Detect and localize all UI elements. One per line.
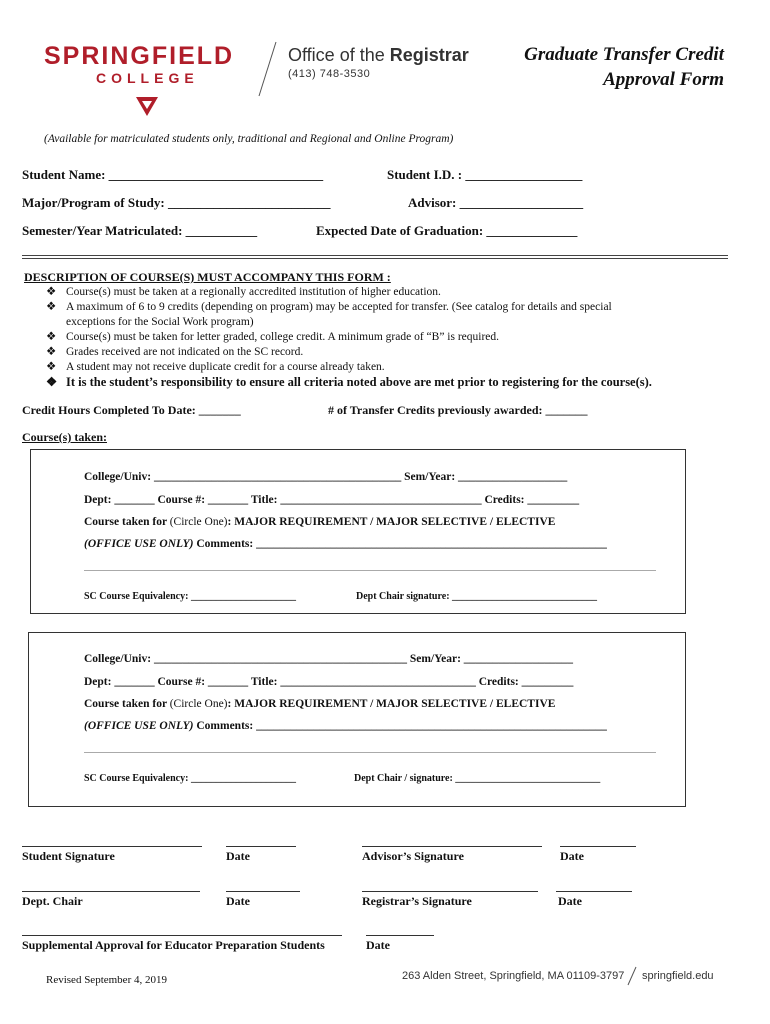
date-label: Date <box>226 894 250 908</box>
diamond-bullet-icon: ❖ <box>46 301 57 313</box>
student-signature-line[interactable] <box>22 846 202 847</box>
office-phone: (413) 748-3530 <box>288 68 371 80</box>
form-title-line1: Graduate Transfer Credit <box>524 44 724 65</box>
registrar-signature-line[interactable] <box>362 891 538 892</box>
college-address: 263 Alden Street, Springfield, MA 01109-3797 <box>402 970 625 982</box>
date-line[interactable] <box>560 846 636 847</box>
advisor-signature-label: Advisor’s Signature <box>362 849 464 863</box>
diamond-bullet-icon: ❖ <box>46 286 57 298</box>
divider-line <box>22 258 728 259</box>
divider-line <box>22 255 728 256</box>
college-website-link[interactable]: springfield.edu <box>642 970 714 982</box>
dept-course-title-field[interactable]: Dept: _______ Course #: _______ Title: ___________________________________ Credits: _________ <box>84 494 580 506</box>
date-label: Date <box>226 849 250 863</box>
list-item: ❖ Grades received are not indicated on the SC record. <box>46 346 304 358</box>
list-item: ❖ Course(s) must be taken at a regionally accredited institution of higher education. <box>46 286 441 298</box>
course-taken-for[interactable]: Course taken for (Circle One): MAJOR REQUIREMENT / MAJOR SELECTIVE / ELECTIVE <box>84 516 556 528</box>
diamond-bullet-icon: ❖ <box>46 346 57 358</box>
courses-taken-label: Course(s) taken: <box>22 430 107 444</box>
dept-course-title-field[interactable]: Dept: _______ Course #: _______ Title: __________________________________ Credits: _________ <box>84 676 574 688</box>
registrar-signature-label: Registrar’s Signature <box>362 894 472 908</box>
college-logo-subtitle: COLLEGE <box>96 70 199 86</box>
advisor-field[interactable]: Advisor: ___________________ <box>408 195 584 210</box>
graduation-date-field[interactable]: Expected Date of Graduation: ______________ <box>316 223 578 238</box>
college-univ-field[interactable]: College/Univ: ____________________________________________ Sem/Year: ___________________ <box>84 653 574 665</box>
date-line[interactable] <box>556 891 632 892</box>
office-comments-field[interactable]: (OFFICE USE ONLY) Comments: _____________________________________________________________ <box>84 720 607 732</box>
date-label: Date <box>366 938 390 952</box>
supplemental-approval-line[interactable] <box>22 935 342 936</box>
availability-note: (Available for matriculated students only, traditional and Regional and Online Program) <box>44 133 454 145</box>
diamond-bullet-icon: ❖ <box>46 375 58 389</box>
diamond-bullet-icon: ❖ <box>46 361 57 373</box>
dept-chair-label: Dept. Chair <box>22 894 83 908</box>
divider-slash <box>256 40 280 98</box>
major-field[interactable]: Major/Program of Study: _________________________ <box>22 195 331 210</box>
date-label: Date <box>560 849 584 863</box>
form-title-line2: Approval Form <box>603 69 724 90</box>
revised-date: Revised September 4, 2019 <box>46 974 167 986</box>
description-heading: DESCRIPTION OF COURSE(S) MUST ACCOMPANY THIS FORM : <box>24 270 391 284</box>
college-triangle-icon <box>135 95 159 117</box>
student-name-field[interactable]: Student Name: _________________________________ <box>22 167 324 182</box>
date-label: Date <box>558 894 582 908</box>
list-item: ❖ A maximum of 6 to 9 credits (depending on program) may be accepted for transfer. (See catalog for details and special <box>46 301 612 313</box>
sc-equivalency-field[interactable]: SC Course Equivalency: _____________________ <box>84 591 296 602</box>
office-name: Office of the Registrar <box>288 45 469 65</box>
date-line[interactable] <box>226 846 296 847</box>
dept-chair-line[interactable] <box>22 891 200 892</box>
office-comments-field[interactable]: (OFFICE USE ONLY) Comments: _____________________________________________________________ <box>84 538 607 550</box>
comments-line <box>84 752 656 753</box>
dept-chair-signature-field[interactable]: Dept Chair / signature: _____________________________ <box>354 773 601 784</box>
advisor-signature-line[interactable] <box>362 846 542 847</box>
form-title <box>524 42 724 92</box>
diamond-bullet-icon: ❖ <box>46 331 57 343</box>
list-item: ❖ Course(s) must be taken for letter graded, college credit. A minimum grade of “B” is required. <box>46 331 500 343</box>
college-univ-field[interactable]: College/Univ: ___________________________________________ Sem/Year: ___________________ <box>84 471 568 483</box>
date-line[interactable] <box>226 891 300 892</box>
transfer-credits-field[interactable]: # of Transfer Credits previously awarded: _______ <box>328 403 588 417</box>
student-id-field[interactable]: Student I.D. : __________________ <box>387 167 583 182</box>
responsibility-note: ❖ It is the student’s responsibility to ensure all criteria noted above are met prior to registering for the course(s). <box>46 375 652 389</box>
college-logo-name: SPRINGFIELD <box>44 42 235 70</box>
supplemental-approval-label: Supplemental Approval for Educator Preparation Students <box>22 938 325 952</box>
comments-line <box>84 570 656 571</box>
divider-slash <box>626 965 638 987</box>
dept-chair-signature-field[interactable]: Dept Chair signature: _____________________________ <box>356 591 598 602</box>
sc-equivalency-field[interactable]: SC Course Equivalency: _____________________ <box>84 773 296 784</box>
list-item-continuation: exceptions for the Social Work program) <box>66 316 254 328</box>
semester-field[interactable]: Semester/Year Matriculated: ___________ <box>22 223 258 238</box>
date-line[interactable] <box>366 935 434 936</box>
list-item: ❖ A student may not receive duplicate credit for a course already taken. <box>46 361 385 373</box>
student-signature-label: Student Signature <box>22 849 115 863</box>
course-taken-for[interactable]: Course taken for (Circle One): MAJOR REQUIREMENT / MAJOR SELECTIVE / ELECTIVE <box>84 698 556 710</box>
credit-hours-field[interactable]: Credit Hours Completed To Date: _______ <box>22 403 241 417</box>
